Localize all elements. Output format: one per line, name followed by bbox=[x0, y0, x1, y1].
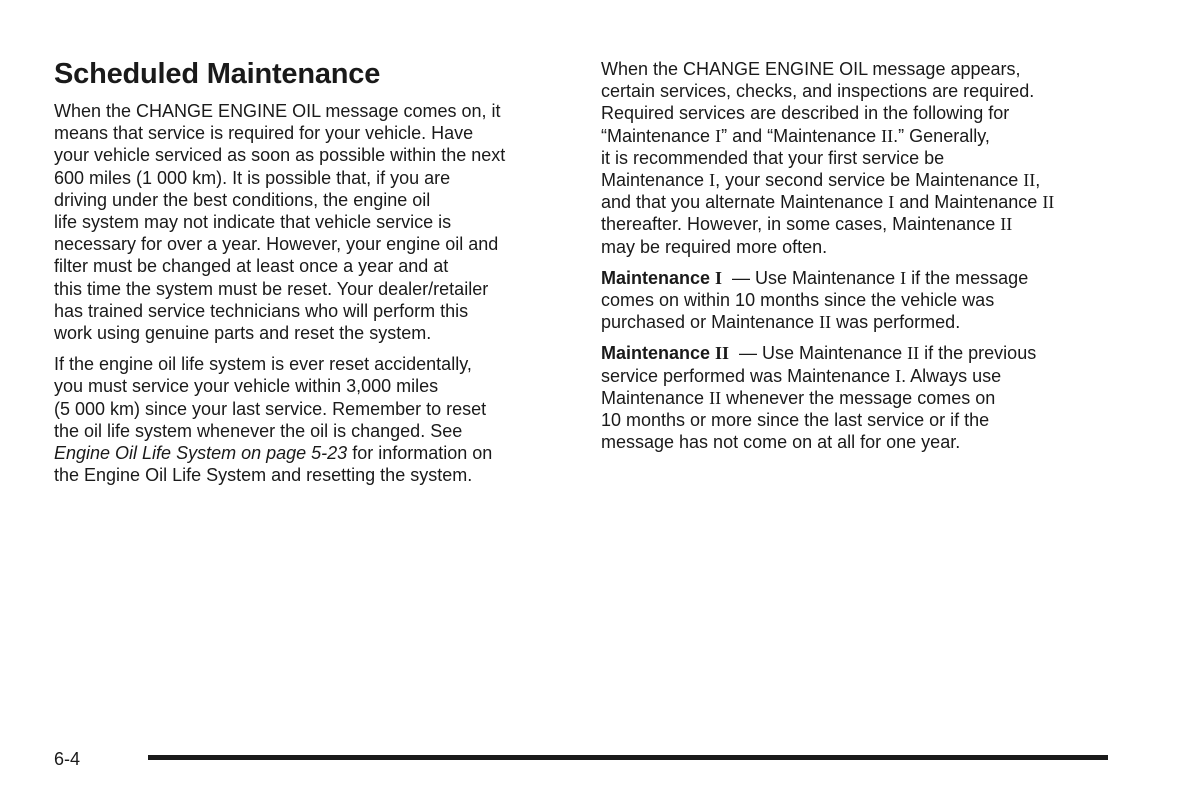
roman-numeral: I bbox=[709, 170, 716, 191]
roman-numeral: II bbox=[709, 387, 722, 408]
paragraph-maintenance-2 bbox=[601, 342, 1111, 453]
text-run: .” Generally, it is recommended that your first service be Maintenance bbox=[601, 125, 990, 191]
text-run: . Always use Maintenance bbox=[601, 365, 1002, 408]
text-run: , your second service be Maintenance bbox=[715, 170, 1024, 191]
roman-numeral: II bbox=[1000, 214, 1013, 235]
text-run: When the CHANGE ENGINE OIL message appears, certain services, checks, and inspections are required. Required services are described in the following for “Maintenance bbox=[601, 59, 1035, 146]
text-run: may be required more often. bbox=[601, 236, 828, 257]
roman-numeral: I bbox=[900, 267, 907, 288]
roman-numeral: II bbox=[819, 312, 832, 333]
roman-numeral: II bbox=[881, 125, 894, 146]
text-run: — Use Maintenance bbox=[729, 343, 908, 364]
paragraph-maintenance-intro bbox=[601, 58, 1111, 258]
text-run: was performed. bbox=[831, 312, 961, 333]
roman-numeral: II bbox=[907, 343, 920, 364]
paragraph-oil-message: When the CHANGE ENGINE OIL message comes on, it means that service is required for your vehicle. Have your vehicle serviced as soon as possible within the next 600 miles (1 000 km). It is possible that, if you are driving under the best conditions, the engine oil life system may not indicate that vehicle service is necessary for over a year. However, your engine oil and filter must be changed at least once a year and at this time the system must be reset. Your dealer/retailer has trained service technicians who will perform this work using genuine parts and reset the system. bbox=[54, 101, 506, 344]
paragraph-reset-accidentally bbox=[54, 353, 566, 486]
maintenance-label-numeral: II bbox=[715, 343, 730, 364]
text-run: thereafter. However, in some cases, Maintenance bbox=[601, 214, 996, 235]
text-run: , and that you alternate Maintenance bbox=[601, 170, 1041, 213]
cross-reference-link[interactable]: Engine Oil Life System on page 5-23 bbox=[54, 443, 348, 464]
section-title: Scheduled Maintenance bbox=[54, 58, 381, 90]
paragraph-maintenance-1 bbox=[601, 267, 1111, 334]
page-number: 6-4 bbox=[54, 749, 81, 769]
text-run: ” and “Maintenance bbox=[721, 125, 882, 146]
text-run: whenever the message comes on 10 months or more since the last service or if the message has not come on at all for one year. bbox=[601, 387, 996, 453]
left-column bbox=[54, 56, 566, 495]
right-column bbox=[601, 58, 1111, 462]
text-run: and Maintenance bbox=[894, 192, 1043, 213]
roman-numeral: I bbox=[715, 125, 722, 146]
roman-numeral: II bbox=[1023, 170, 1036, 191]
paragraph-text: for information on the Engine Oil Life System and resetting the system. bbox=[54, 443, 493, 486]
text-run: if the message comes on within 10 months since the vehicle was purchased or Maintenance bbox=[601, 267, 1029, 333]
maintenance-label: Maintenance bbox=[601, 267, 716, 288]
text-run: — Use Maintenance bbox=[722, 267, 901, 288]
maintenance-label-numeral: I bbox=[715, 267, 723, 288]
roman-numeral: I bbox=[888, 192, 895, 213]
paragraph-text: If the engine oil life system is ever reset accidentally, you must service your vehicle within 3,000 miles (5 000 km) since your last service. Remember to reset the oil life system whenever the oil is changed. See bbox=[54, 354, 487, 441]
roman-numeral: I bbox=[895, 365, 902, 386]
maintenance-label: Maintenance bbox=[601, 343, 716, 364]
text-run: if the previous service performed was Maintenance bbox=[601, 343, 1037, 386]
roman-numeral: II bbox=[1042, 192, 1055, 213]
footer-rule bbox=[148, 755, 1108, 760]
